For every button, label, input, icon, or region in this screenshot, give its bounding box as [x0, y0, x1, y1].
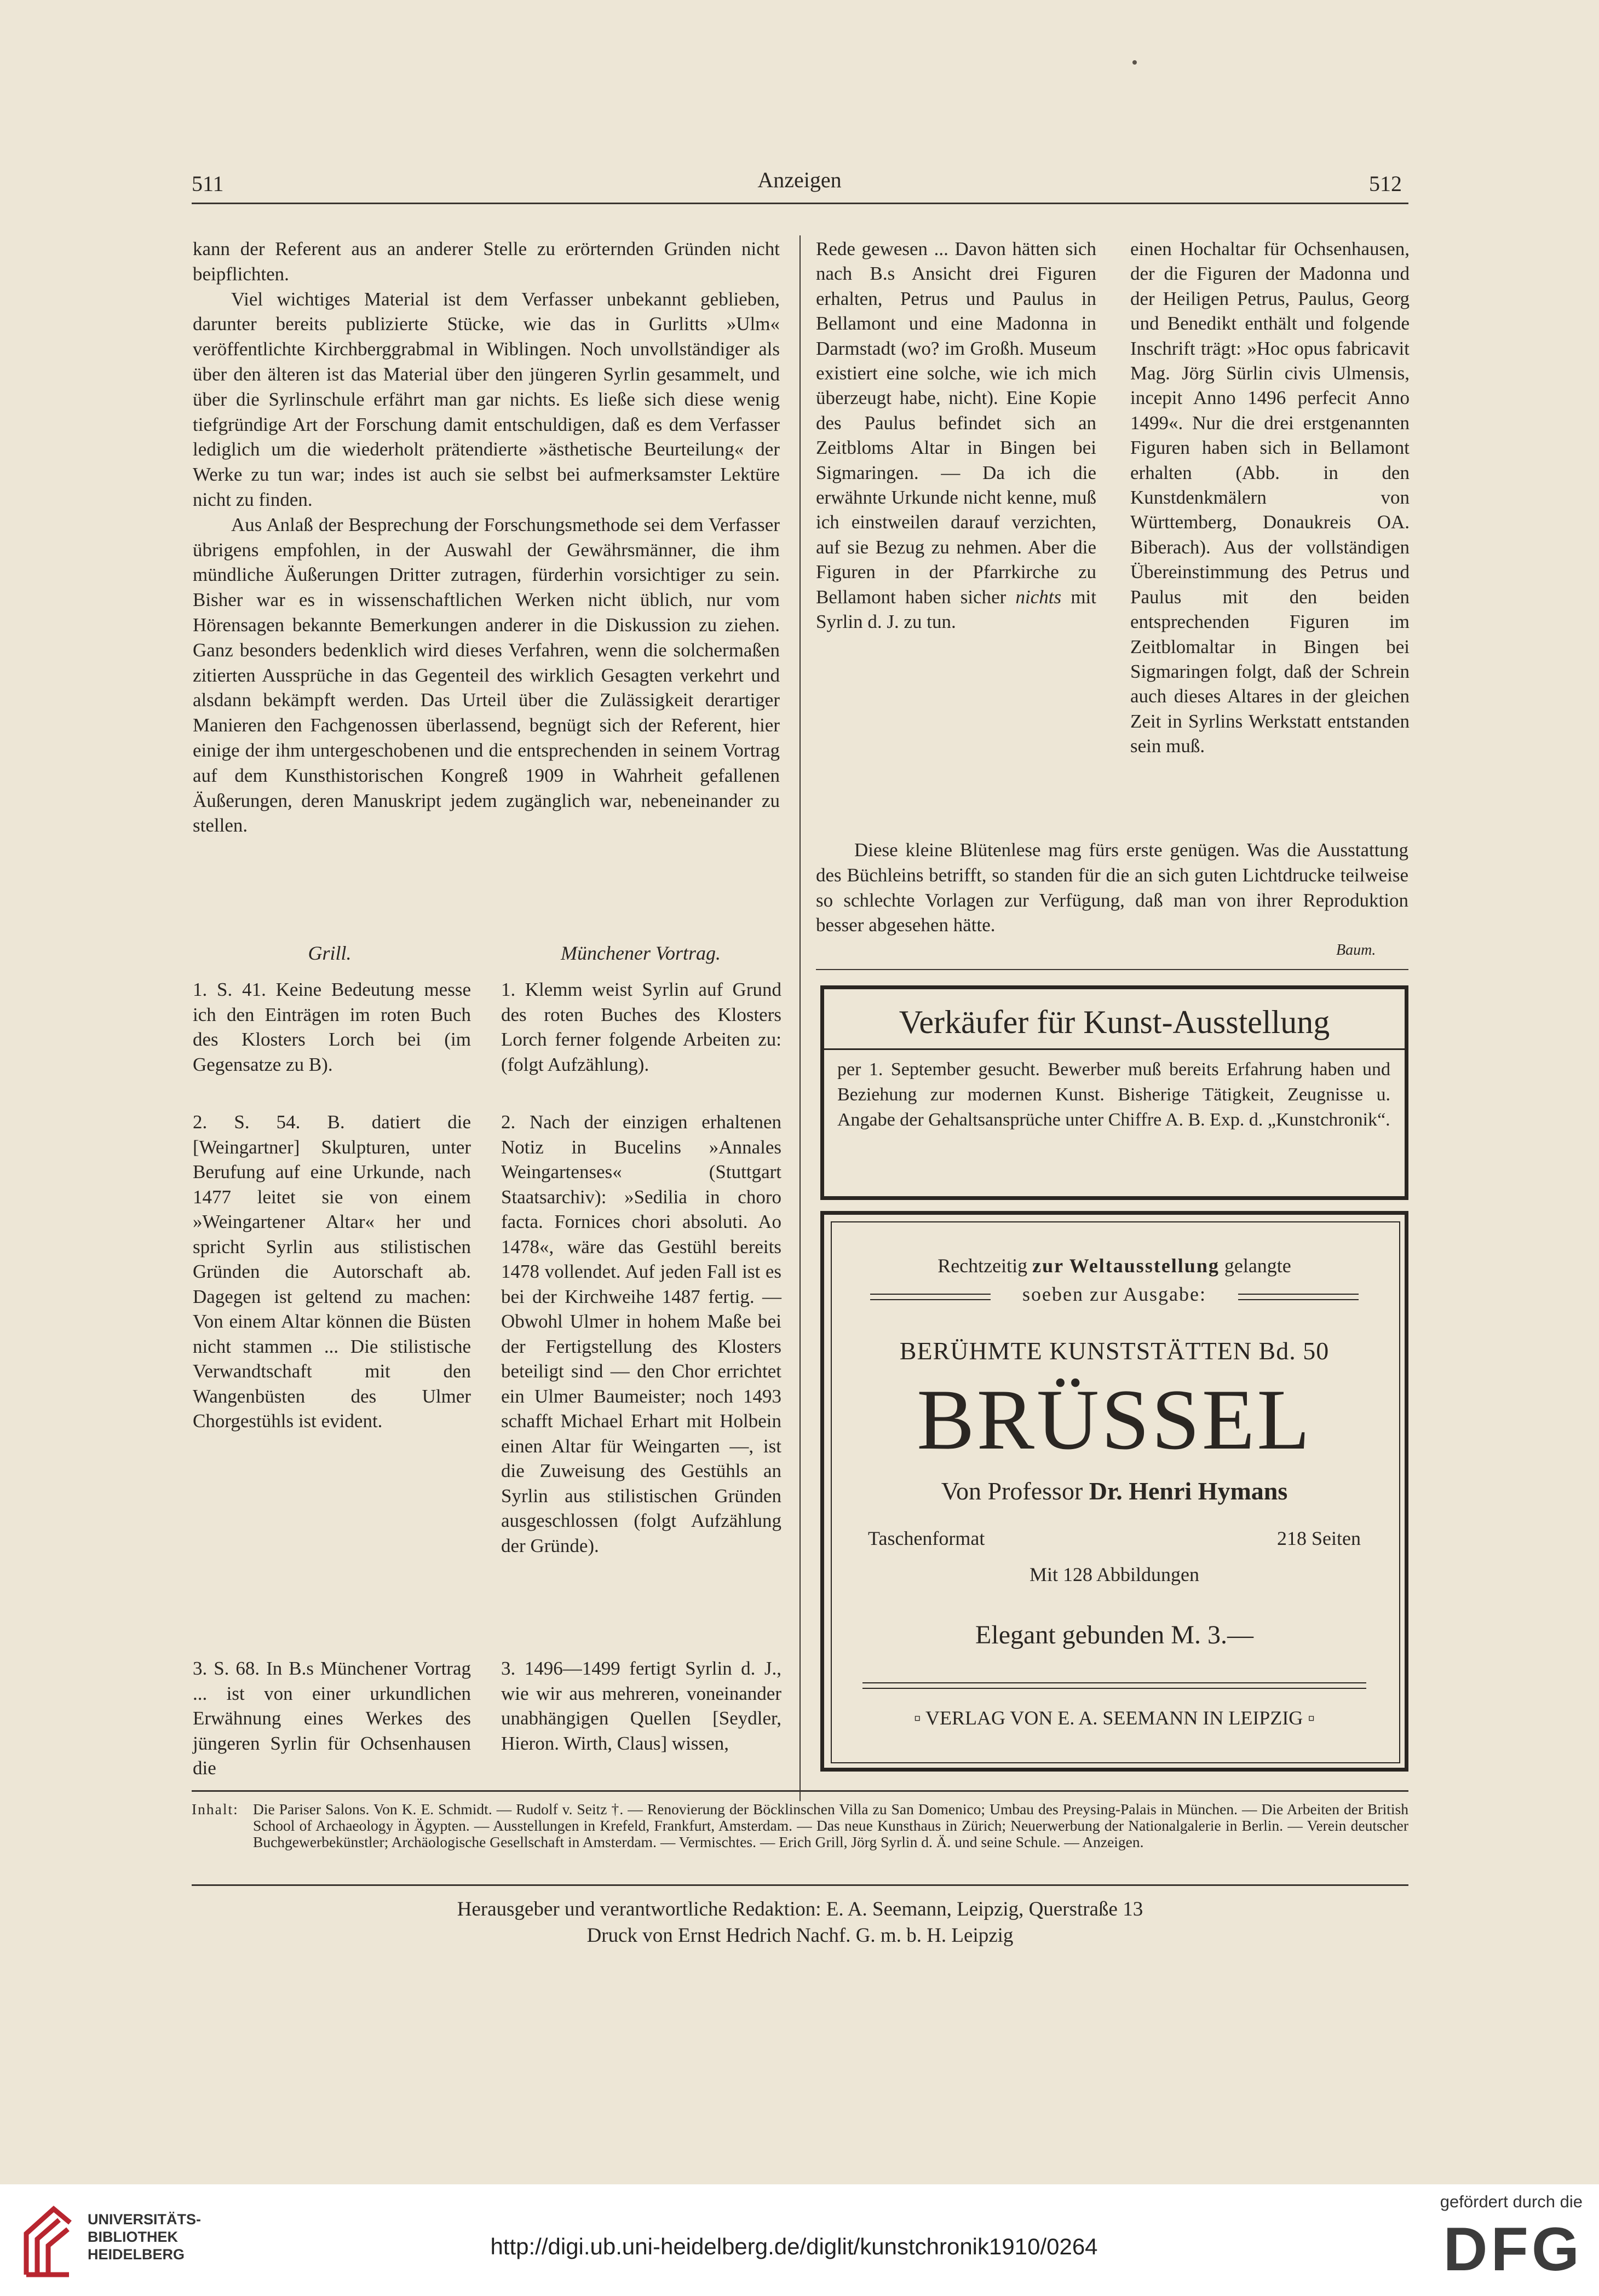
comparison-right-cell-1: 1. Klemm weist Syrlin auf Grund des roten Buches des Klosters Lorch ferner folgende Arbeiten zu: (folgt Aufzählung).: [501, 979, 781, 1075]
ad-announcement: [824, 1254, 1405, 1277]
library-name-line: BIBLIOTHEK: [88, 2229, 178, 2245]
contents-label: Inhalt:: [192, 1801, 239, 1818]
column-3-text: [1130, 236, 1410, 759]
publisher-line: ▫ VERLAG VON E. A. SEEMANN IN LEIPZIG ▫: [913, 1707, 1315, 1729]
column-2-body: Rede gewesen ... Davon hätten sich nach B.s Ansicht drei Figuren erhalten, Petrus und Paulus in Bellamont und eine Madonna in Darmstadt (wo? im Großh. Museum existiert eine solche, wie ich mich überzeugt habe, nicht). Eine Kopie des Paulus befindet sich an Zeitbloms Altar in Bingen bei Sigmaringen. — Da ich die erwähnte Urkunde nicht kenne, muß ich einstweilen darauf verzichten, auf sie Bezug zu nehmen. Aber die Figuren in der Pfarrkirche zu Bellamont haben sicher: [816, 238, 1096, 608]
book-pages: 218 Seiten: [1277, 1527, 1361, 1549]
book-illustrations: Mit 128 Abbildungen: [1029, 1564, 1199, 1585]
contents-block: [192, 1801, 1408, 1850]
library-name-line: HEIDELBERG: [88, 2246, 185, 2263]
paragraph: Aus Anlaß der Besprechung der Forschungsmethode sei dem Verfasser übrigens empfohlen, in der Auswahl der Gewährsmänner, die ihm mündliche Äußerungen Dritter zutragen, fürderhin vorsichtiger zu sein. Bisher war es in wissenschaftlichen Werken nicht üblich, nur vom Hörensagen bekannte Bemerkungen anderer in die Diskussion zu ziehen. Ganz besonders bedenklich wird dieses Verfahren, wenn die solchermaßen zitierten Aussprüche in das Gegenteil des wirklich Gesagten verkehrt und alsdann bekämpft werden. Das Urteil über die Zulässigkeit derartiger Manieren den Fachgenossen überlassend, begnügt sich der Referent, hier einige der ihm untergeschobenen und die entsprechenden in seinem Vortrag auf dem Kunsthistorischen Kongreß 1909 in Wahrheit gefallenen Äußerungen, deren Manuskript jedem zugänglich war, nebeneinander zu stellen.: [193, 514, 780, 837]
column-divider: [799, 235, 801, 1801]
column-2-tail: mit Syrlin d. J. zu tun.: [816, 586, 1096, 633]
review-signature: Baum.: [1336, 942, 1376, 959]
comparison-right-title: Münchener Vortrag.: [561, 942, 721, 964]
page-number-right: 512: [1369, 171, 1402, 196]
ad-release-note: soeben zur Ausgabe:: [1022, 1283, 1206, 1305]
ornament-rule-left: [870, 1294, 991, 1300]
book-series: BERÜHMTE KUNSTSTÄTTEN Bd. 50: [899, 1337, 1330, 1365]
emphasis-nichts: nichts: [1015, 586, 1062, 608]
comparison-right-cell-3: 3. 1496—1499 fertigt Syrlin d. J., wie wir aus mehreren, voneinander unabhängigen Quellen [Seydler, Hieron. Wirth, Claus] wissen,: [501, 1658, 781, 1754]
book-price: Elegant gebunden M. 3.—: [975, 1620, 1253, 1649]
imprint-editor: Herausgeber und verantwortliche Redaktion: E. A. Seemann, Leipzig, Querstraße 13: [457, 1898, 1143, 1920]
library-logo-icon: [15, 2201, 79, 2281]
ad-heading: Verkäufer für Kunst-Ausstellung: [899, 1004, 1330, 1040]
library-name-line: UNIVERSITÄTS-: [88, 2211, 202, 2228]
advertisement-book-bruessel: [820, 1211, 1408, 1772]
author-prefix: Von Professor: [941, 1477, 1083, 1505]
dfg-logo: DFG: [1443, 2215, 1583, 2283]
imprint-printer: Druck von Ernst Hedrich Nachf. G. m. b. H. Leipzig: [586, 1924, 1014, 1947]
funding-note: gefördert durch die: [1440, 2192, 1583, 2211]
book-author: [824, 1476, 1405, 1505]
contents-text: Die Pariser Salons. Von K. E. Schmidt. — Rudolf v. Seitz †. — Renovierung der Böcklinschen Villa zu San Domenico; Umbau des Preysing-Palais in München. — Die Arbeiten der British School of Archaeology in Ägypten. — Ausstellungen in Krefeld, Frankfurt, Amsterdam. — Das neue Kunsthaus in Zürich; Neuerwerbung der Nationalgalerie in Berlin. — Verein deutscher Buchgewerbekünstler; Archäologische Gesellschaft in Amsterdam. — Vermischtes. — Erich Grill, Jörg Syrlin d. Ä. und seine Schule. — Anzeigen.: [253, 1801, 1408, 1850]
paragraph: Viel wichtiges Material ist dem Verfasser unbekannt geblieben, darunter bereits publizierte Stücke, wie das in Gurlitts »Ulm« veröffentlichte Kirchberggrabmal in Wiblingen. Noch unvollständiger als über den älteren ist das Material über den jüngeren Syrlin gesammelt, und über die Syrlinschule erfährt man gar nichts. Es ließe sich diese wenig tiefgründige Art der Forschung damit entschuldigen, daß es dem Verfasser lediglich um die wiederholt prätendierte »ästhetische Beurteilung« der Werke zu tun war; indes ist auch sie selbst bei aufmerksamster Lektüre nicht zu finden.: [193, 288, 780, 510]
ad-announcement-event: zur Weltausstellung: [1032, 1255, 1220, 1277]
ink-speck: [1132, 60, 1137, 65]
closing-paragraph: Diese kleine Blütenlese mag fürs erste genügen. Was die Ausstattung des Büchleins betrifft, so standen für die an sich guten Lichtdrucke teilweise so schlechte Vorlagen zur Verfügung, daß man von ihrer Reproduktion besser abgesehen hätte.: [816, 839, 1408, 936]
contents-rule-top: [192, 1790, 1408, 1792]
ad-announcement-end: gelangte: [1224, 1255, 1291, 1277]
review-end-rule: [816, 969, 1408, 970]
paragraph: kann der Referent aus an anderer Stelle zu erörternden Gründen nicht beipflichten.: [193, 238, 780, 285]
comparison-right-cell-2: 2. Nach der einzigen erhaltenen Notiz in Bucelins »Annales Weingartenses« (Stuttgart Staatsarchiv): »Sedilia in choro facta. Fornices chori absoluti. Ao 1478«, wäre das Gestühl bereits 1478 vollendet. Auf jeden Fall ist es bei der Kirchweihe 1487 fertig. — Obwohl Ulmer in hohem Maße bei der Fertigstellung des Klosters beteiligt sind — den Chor errichtet ein Ulmer Baumeister; noch 1493 schafft Michael Erhart mit Holbein einen Altar für Weingarten —, ist die Zuweisung des Gestühls an Syrlin aus stilistischen Gründen ausgeschlossen (folgt Aufzählung der Gründe).: [501, 1111, 781, 1556]
author-name: Dr. Henri Hymans: [1089, 1477, 1288, 1505]
column-2-text: [816, 236, 1096, 634]
library-name: [88, 2211, 201, 2263]
ornament-rule-bottom: [862, 1682, 1366, 1689]
page-number-left: 511: [192, 171, 224, 196]
permalink-url[interactable]: http://digi.ub.uni-heidelberg.de/diglit/kunstchronik1910/0264: [490, 2234, 1098, 2259]
comparison-left-cell-1: 1. S. 41. Keine Bedeutung messe ich den Einträgen im roten Buch des Klosters Lorch bei (im Gegensatze zu B).: [193, 979, 471, 1075]
paragraph: einen Hochaltar für Ochsenhausen, der die Figuren der Madonna und der Heiligen Petrus, Paulus, Georg und Benedikt enthält und folgende Inschrift trägt: »Hoc opus fabricavit Mag. Jörg Sürlin civis Ulmensis, incepit Anno 1496 perfecit Anno 1499«. Nur die drei erstgenannten Figuren haben sich in Bellamont erhalten (Abb. in den Kunstdenkmälern von Württemberg, Donaukreis OA. Biberach). Aus der vollständigen Übereinstimmung des Petrus und Paulus mit den beiden entsprechenden Figuren im Zeitblomaltar in Bingen bei Sigmaringen folgt, daß der Schrein auch dieses Altares in der gleichen Zeit in Syrlins Werkstatt entstanden sein muß.: [1130, 238, 1410, 757]
ad-body: per 1. September gesucht. Bewerber muß bereits Erfahrung haben und Beziehung zur modernen Kunst. Bisherige Tätigkeit, Zeugnisse u. Angabe der Gehaltsansprüche unter Chiffre A. B. Exp. d. „Kunstchronik“.: [837, 1059, 1390, 1130]
comparison-left-cell-3: 3. S. 68. In B.s Münchener Vortrag ... ist von einer urkundlichen Erwähnung eines Werkes des jüngeren Syrlin für Ochsenhausen die: [193, 1658, 471, 1779]
ad-announcement-start: Rechtzeitig: [937, 1255, 1028, 1277]
running-title: Anzeigen: [757, 168, 842, 192]
advertisement-sales-position: [820, 985, 1408, 1200]
book-title: BRÜSSEL: [917, 1372, 1312, 1468]
comparison-left-cell-2: 2. S. 54. B. datiert die [Weingartner] Skulpturen, unter Berufung auf eine Urkunde, nach 1477 leitet sie von einem »Weingartener Altar« her und spricht Syrlin aus stilistischen Gründen die Autorschaft ab. Dagegen ist geltend zu machen: Von einem Altar können die Büsten nicht stammen ... Die stilistische Verwandtschaft mit den Wangenbüsten des Ulmer Chorgestühls ist evident.: [193, 1111, 471, 1432]
comparison-left-title: Grill.: [308, 942, 352, 964]
ad-divider: [824, 1048, 1405, 1050]
book-format: Taschenformat: [868, 1527, 985, 1549]
digitization-footer: [0, 2184, 1599, 2296]
column-1-text: [193, 236, 780, 838]
ornament-rule-right: [1238, 1294, 1359, 1300]
contents-rule-bottom: [192, 1884, 1408, 1886]
header-rule: [192, 203, 1408, 204]
